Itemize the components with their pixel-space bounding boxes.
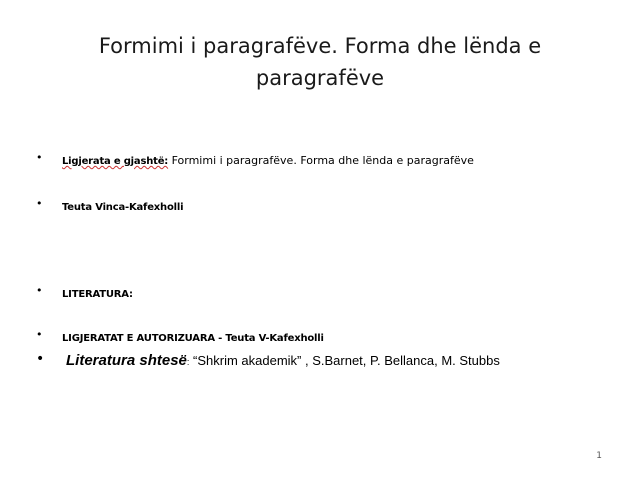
- additional-literature-colon: :: [186, 357, 190, 367]
- lecture-label: Ligjerata e gjashtë:: [62, 156, 169, 167]
- lecture-text: Formimi i paragrafëve. Forma dhe lënda e paragrafëve: [168, 154, 474, 167]
- author-name: Teuta Vinca-Kafexholli: [62, 202, 184, 213]
- page-number: 1: [596, 451, 602, 461]
- bullet-icon: •: [36, 197, 43, 210]
- authorized-lectures-label: LIGJERATAT E AUTORIZUARA: [62, 333, 215, 344]
- slide-title: Formimi i paragrafëve. Forma dhe lënda e paragrafëve: [98, 34, 542, 90]
- additional-literature-label: Literatura shtesë: [66, 352, 187, 369]
- bullet-icon: •: [36, 351, 45, 367]
- additional-literature-text: “Shkrim akademik” , S.Barnet, P. Bellanca, M. Stubbs: [189, 353, 500, 368]
- authorized-lectures-author: - Teuta V-Kafexholli: [214, 333, 324, 344]
- bullet-icon: •: [36, 284, 43, 297]
- literature-heading: LITERATURA:: [62, 289, 133, 300]
- bullet-icon: •: [36, 328, 43, 341]
- bullet-icon: •: [36, 151, 43, 164]
